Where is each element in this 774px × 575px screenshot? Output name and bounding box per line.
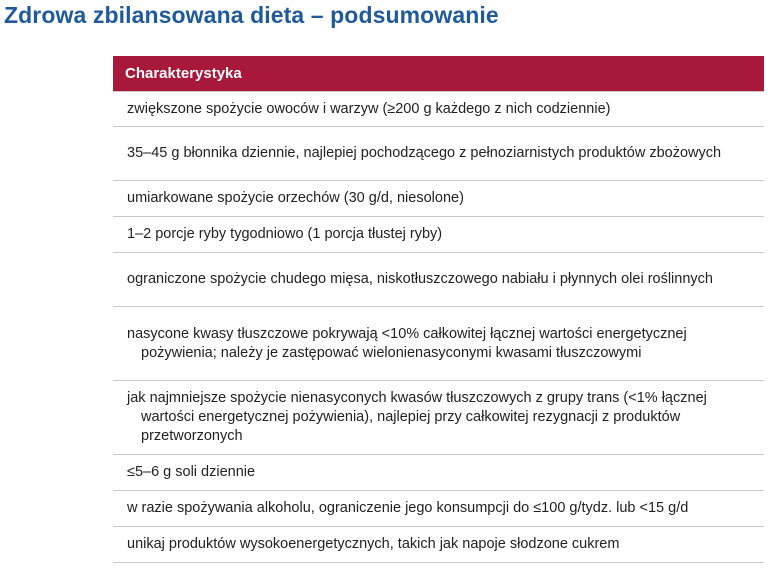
table-row xyxy=(113,381,764,455)
table-cell: jak najmniejsze spożycie nienasyconych kwasów tłuszczowych z grupy trans (<1% łącznej wartości energetycznej pożywienia), najlepiej przy całkowitej rezygnacji z produktów przetworzonych xyxy=(127,390,707,444)
table-cell: 1–2 porcje ryby tygodniowo (1 porcja tłustej ryby) xyxy=(127,226,443,242)
characteristics-table xyxy=(113,56,764,563)
table-cell: umiarkowane spożycie orzechów (30 g/d, niesolone) xyxy=(127,190,464,206)
table-row xyxy=(113,253,764,307)
table-cell: unikaj produktów wysokoenergetycznych, takich jak napoje słodzone cukrem xyxy=(127,536,620,552)
table-cell: zwiększone spożycie owoców i warzyw (≥200 g każdego z nich codziennie) xyxy=(127,100,611,117)
table-row xyxy=(113,307,764,381)
table-cell: ograniczone spożycie chudego mięsa, niskotłuszczowego nabiału i płynnych olei roślinnych xyxy=(127,271,713,287)
table-row xyxy=(113,92,764,127)
table-cell: ≤5–6 g soli dziennie xyxy=(127,464,256,480)
page-title: Zdrowa zbilansowana dieta – podsumowanie xyxy=(4,2,499,28)
table-cell: 35–45 g błonnika dziennie, najlepiej pochodzącego z pełnoziarnistych produktów zbożowych xyxy=(127,145,722,161)
table-row xyxy=(113,527,764,563)
table-row xyxy=(113,181,764,217)
table-header: Charakterystyka xyxy=(113,56,764,92)
table-row xyxy=(113,127,764,181)
table-row xyxy=(113,491,764,527)
table-cell: nasycone kwasy tłuszczowe pokrywają <10% całkowitej łącznej wartości energetycznej pożywienia; należy je zastępować wielonienasyconymi kwasami tłuszczowymi xyxy=(127,325,687,361)
table-cell: w razie spożywania alkoholu, ograniczenie jego konsumpcji do ≤100 g/tydz. lub <15 g/d xyxy=(127,500,689,516)
table-row xyxy=(113,217,764,253)
table-row xyxy=(113,455,764,491)
